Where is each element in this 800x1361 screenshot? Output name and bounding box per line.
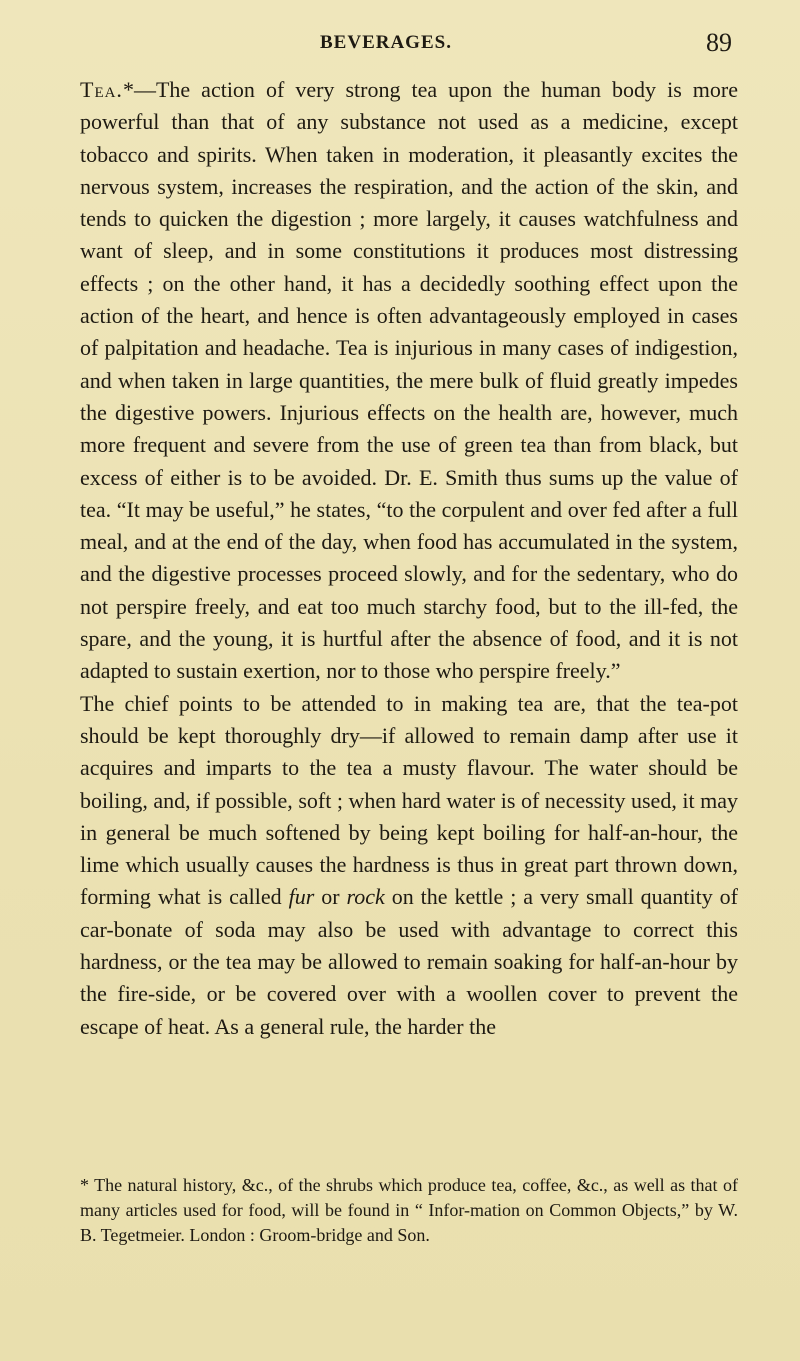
italic-term-fur: fur [288, 884, 315, 910]
paragraph-making-tea [80, 688, 738, 1043]
running-title: BEVERAGES. [320, 32, 452, 53]
paragraph-tea [80, 74, 738, 688]
paragraph-text: *—The action of very strong tea upon the human body is more powerful than that of any substance not used as a medicine, except tobacco and spirits. When taken in moderation, it pleasantly excites the nervous system, increases the respiration, and the action of the skin, and tends to quicken the digestion ; more largely, it causes watchfulness and want of sleep, and in some constitutions it produces most distressing effects ; on the other hand, it has a decidedly soothing effect upon the action of the heart, and hence is often advantageously employed in cases of palpitation and headache. Tea is injurious in many cases of indigestion, and when taken in large quantities, the mere bulk of fluid greatly impedes the digestive powers. Injurious effects on the health are, however, much more frequent and severe from the use of green tea than from black, but excess of either is to be avoided. Dr. E. Smith thus sums up the value of tea. “It may be useful,” he states, “to the corpulent and over fed after a full meal, and at the end of the day, when food has accumulated in the system, and the digestive processes proceed slowly, and for the sedentary, who do not perspire freely, and eat too much starchy food, but to the ill-fed, the spare, and the young, it is hurtful after the absence of food, and it is not adapted to sustain exertion, nor to those who perspire freely.” [80, 77, 738, 684]
footnote: * The natural history, &c., of the shrubs which produce tea, coffee, &c., as well as that of many articles used for food, will be found in “ Infor-mation on Common Objects,” by W. B. Tegetmeier. London : Groom-bridge and Son. [80, 1175, 738, 1245]
running-header [0, 28, 800, 62]
paragraph-text-part: The chief points to be attended to in making tea are, that the tea-pot should be kept thoroughly dry—if allowed to remain damp after use it acquires and imparts to the tea a musty flavour. The water should be boiling, and, if possible, soft ; when hard water is of necessity used, it may in general be much softened by being kept boiling for half-an-hour, the lime which usually causes the hardness is thus in great part thrown down, forming what is called [80, 690, 738, 910]
italic-term-rock: rock [346, 884, 385, 910]
paragraph-text-part: on the kettle ; a very small quantity of car-bonate of soda may also be used with advantage to correct this hardness, or the tea may be allowed to remain soaking for half-an-hour by the fire-side, or be covered over with a woollen cover to prevent the escape of heat. As a general rule, the harder the [80, 884, 738, 1039]
paragraph-lead: Tea. [80, 77, 123, 102]
paragraph-text-part: or [314, 884, 347, 910]
main-text [80, 74, 738, 1043]
page-number: 89 [706, 28, 732, 57]
